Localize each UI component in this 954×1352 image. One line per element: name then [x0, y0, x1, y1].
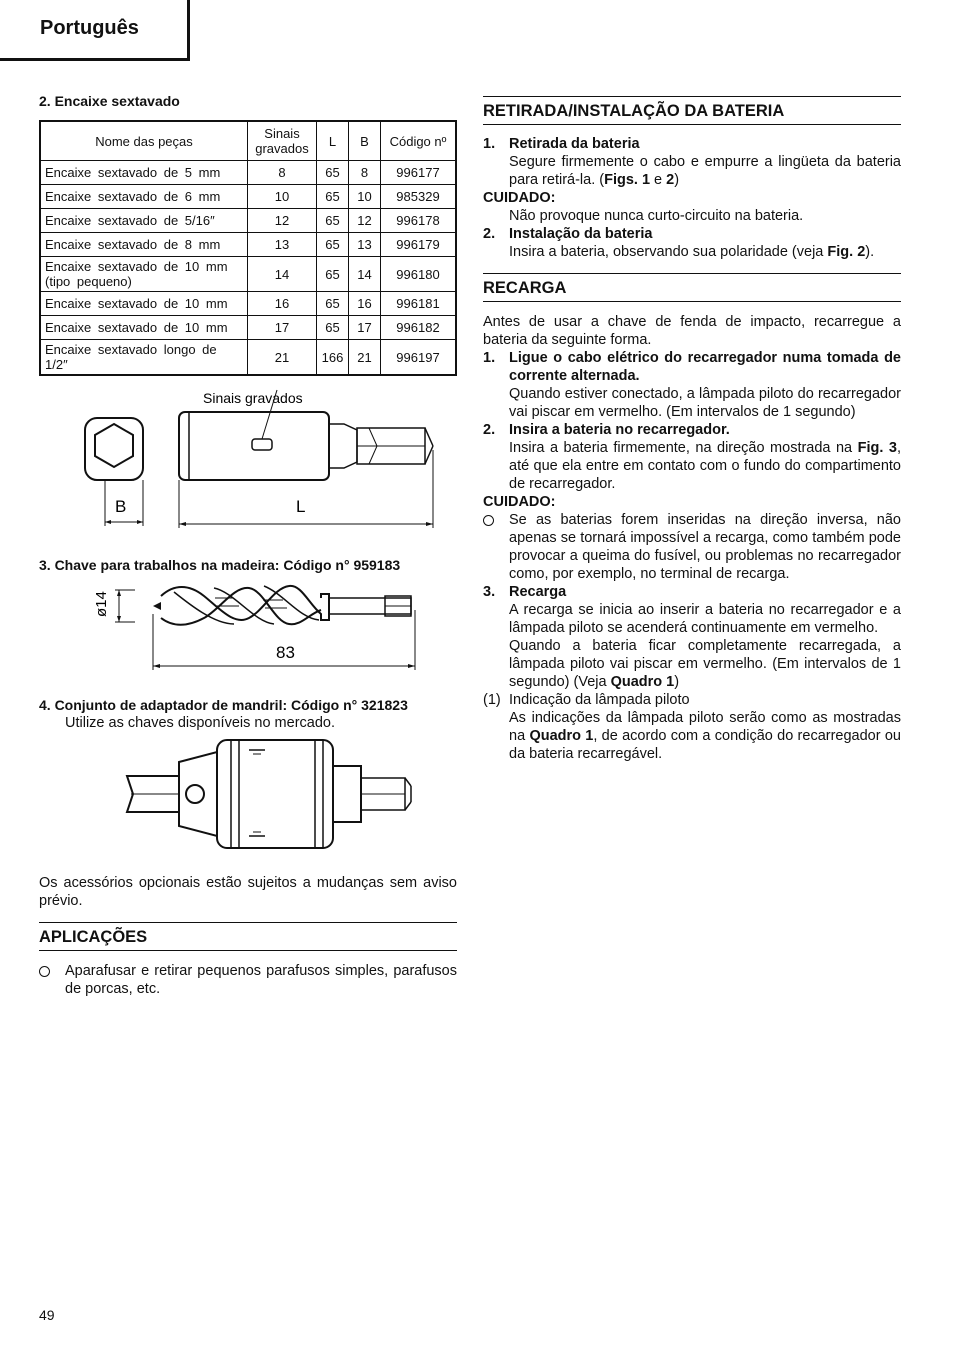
fig-ref: Fig. 2 — [827, 244, 866, 260]
cell-code: 996197 — [381, 340, 457, 376]
table-row — [40, 209, 456, 233]
table-row — [40, 233, 456, 257]
table-row — [40, 161, 456, 185]
fig-ref: Figs. 1 — [604, 172, 651, 188]
item-number: 2. — [483, 422, 496, 438]
bullet-circle-icon — [39, 962, 65, 998]
table-row — [40, 185, 456, 209]
right-column — [483, 96, 901, 763]
bullet-circle-icon — [483, 511, 509, 583]
item-number: 3. — [483, 584, 496, 600]
cell-l: 65 — [317, 316, 349, 340]
item-title: Indicação da lâmpada piloto — [509, 692, 690, 708]
fig-ref: Fig. 3 — [857, 440, 897, 456]
section-2-title: 2. Encaixe sextavado — [39, 93, 180, 109]
item-title: Recarga — [509, 584, 567, 600]
cell-name: Encaixe sextavado de 10 mm (tipo pequeno) — [40, 257, 248, 292]
socket-figure — [39, 376, 457, 554]
recharge-item-3-text-1: A recarga se inicia ao inserir a bateria no recarregador e a lâmpada piloto se acenderá continuamente em vermelho. — [509, 602, 901, 636]
socket-table — [39, 120, 457, 376]
cell-name: Encaixe sextavado longo de 1/2″ — [40, 340, 248, 376]
cell-marks: 21 — [248, 340, 317, 376]
cell-b: 8 — [349, 161, 381, 185]
recharge-heading: RECARGA — [483, 273, 901, 302]
cell-l: 65 — [317, 292, 349, 316]
cell-code: 985329 — [381, 185, 457, 209]
cell-name: Encaixe sextavado de 6 mm — [40, 185, 248, 209]
fig-ref: 2 — [666, 172, 675, 188]
cell-marks: 10 — [248, 185, 317, 209]
cell-code: 996177 — [381, 161, 457, 185]
recharge-item-3-text-2 — [483, 637, 901, 691]
dimension-l-label: L — [296, 497, 306, 516]
recharge-item-1 — [483, 349, 901, 385]
left-column — [39, 92, 457, 998]
applications-item — [39, 962, 457, 998]
cell-name: Encaixe sextavado de 10 mm — [40, 292, 248, 316]
table-row — [40, 316, 456, 340]
caution-1-text: Não provoque nunca curto-circuito na bateria. — [509, 208, 804, 224]
accessories-note: Os acessórios opcionais estão sujeitos a mudanças sem aviso prévio. — [39, 875, 457, 909]
pilot-lamp-item — [483, 691, 901, 709]
col-header-l: L — [317, 121, 349, 161]
engraved-marks-label: Sinais gravados — [203, 390, 303, 406]
battery-item-2-text — [483, 243, 901, 261]
recharge-intro: Antes de usar a chave de fenda de impacto, recarregue a bateria da seguinte forma. — [483, 314, 901, 348]
text-run: Insira a bateria, observando sua polaridade (veja — [509, 244, 828, 260]
cell-b: 10 — [349, 185, 381, 209]
caution-2-text: Se as baterias forem inseridas na direção inversa, não apenas se tornará impossível a recarga, como também pode provocar a queima do fusível, ou problemas no recarregador como, por exemplo, no terminal de recarga. — [509, 512, 901, 582]
cell-code: 996179 — [381, 233, 457, 257]
chuck-adapter-figure — [39, 732, 457, 868]
cell-marks: 17 — [248, 316, 317, 340]
recharge-item-2 — [483, 421, 901, 439]
cell-code: 996178 — [381, 209, 457, 233]
cell-name: Encaixe sextavado de 8 mm — [40, 233, 248, 257]
item-number: 2. — [483, 226, 496, 242]
recharge-item-2-text — [483, 439, 901, 493]
section-4-title: 4. Conjunto de adaptador de mandril: Código n° 321823 — [39, 697, 408, 713]
cell-b: 13 — [349, 233, 381, 257]
table-ref: Quadro 1 — [529, 728, 594, 744]
caution-2-label: CUIDADO: — [483, 494, 556, 510]
cell-marks: 14 — [248, 257, 317, 292]
table-row — [40, 292, 456, 316]
text-run: , até que ela entre em contato com o fundo do compartimento de recarregador. — [509, 440, 901, 492]
caution-1-label: CUIDADO: — [483, 190, 556, 206]
recharge-item-3 — [483, 583, 901, 601]
cell-l: 65 — [317, 185, 349, 209]
cell-name: Encaixe sextavado de 10 mm — [40, 316, 248, 340]
text-run: , de acordo com a condição do recarregador ou da bateria recarregável. — [509, 728, 901, 762]
col-header-marks: Sinais gravados — [248, 121, 317, 161]
cell-b: 21 — [349, 340, 381, 376]
item-title: Insira a bateria no recarregador. — [509, 422, 730, 438]
cell-l: 65 — [317, 161, 349, 185]
col-header-name: Nome das peças — [40, 121, 248, 161]
cell-b: 16 — [349, 292, 381, 316]
battery-item-1 — [483, 135, 901, 153]
text-run: e — [650, 172, 667, 188]
applications-heading: APLICAÇÕES — [39, 922, 457, 951]
battery-item-2 — [483, 225, 901, 243]
cell-b: 12 — [349, 209, 381, 233]
length-label: 83 — [276, 643, 295, 662]
cell-code: 996181 — [381, 292, 457, 316]
language-tab — [0, 0, 190, 61]
dimension-b-label: B — [115, 497, 127, 516]
cell-l: 166 — [317, 340, 349, 376]
cell-marks: 13 — [248, 233, 317, 257]
col-header-b: B — [349, 121, 381, 161]
caution-2-item — [483, 511, 901, 583]
language-label: Português — [40, 17, 139, 39]
item-title: Ligue o cabo elétrico do recarregador numa tomada de corrente alternada. — [509, 350, 901, 384]
text-run: ) — [674, 172, 680, 188]
cell-name: Encaixe sextavado de 5/16″ — [40, 209, 248, 233]
pilot-lamp-text — [483, 709, 901, 763]
table-row — [40, 257, 456, 292]
item-title: Instalação da bateria — [509, 226, 653, 242]
item-number: 1. — [483, 136, 496, 152]
col-header-code: Código nº — [381, 121, 457, 161]
item-number: (1) — [483, 692, 501, 708]
page-number: 49 — [39, 1307, 55, 1323]
text-run: As indicações da lâmpada piloto serão como as mostradas na — [509, 710, 901, 744]
text-run: Quando a bateria ficar completamente recarregada, a lâmpada piloto vai piscar em vermelho. (Em intervalos de 1 segundo) (Veja — [509, 638, 901, 690]
item-title: Retirada da bateria — [509, 136, 640, 152]
section-4-text: Utilize as chaves disponíveis no mercado. — [65, 715, 335, 731]
text-run: ) — [674, 674, 680, 690]
diameter-label: ø14 — [93, 591, 110, 617]
cell-code: 996180 — [381, 257, 457, 292]
item-number: 1. — [483, 350, 496, 366]
cell-marks: 16 — [248, 292, 317, 316]
text-run: Segure firmemente o cabo e empurre a lingüeta da bateria para retirá-la. ( — [509, 154, 901, 188]
text-run: ). — [865, 244, 875, 260]
applications-item-text: Aparafusar e retirar pequenos parafusos simples, parafusos de porcas, etc. — [65, 963, 457, 997]
cell-l: 65 — [317, 257, 349, 292]
cell-l: 65 — [317, 233, 349, 257]
text-run: Insira a bateria firmemente, na direção mostrada na — [509, 440, 858, 456]
cell-name: Encaixe sextavado de 5 mm — [40, 161, 248, 185]
cell-marks: 8 — [248, 161, 317, 185]
recharge-item-1-text: Quando estiver conectado, a lâmpada piloto do recarregador vai piscar em vermelho. (Em intervalos de 1 segundo) — [509, 386, 901, 420]
table-ref: Quadro 1 — [610, 674, 675, 690]
battery-item-1-text — [483, 153, 901, 189]
cell-marks: 12 — [248, 209, 317, 233]
cell-b: 17 — [349, 316, 381, 340]
wood-bit-figure — [39, 574, 457, 692]
battery-heading: RETIRADA/INSTALAÇÃO DA BATERIA — [483, 96, 901, 125]
table-header-row — [40, 121, 456, 161]
table-row — [40, 340, 456, 376]
cell-b: 14 — [349, 257, 381, 292]
cell-l: 65 — [317, 209, 349, 233]
section-3-title: 3. Chave para trabalhos na madeira: Código n° 959183 — [39, 557, 401, 573]
cell-code: 996182 — [381, 316, 457, 340]
